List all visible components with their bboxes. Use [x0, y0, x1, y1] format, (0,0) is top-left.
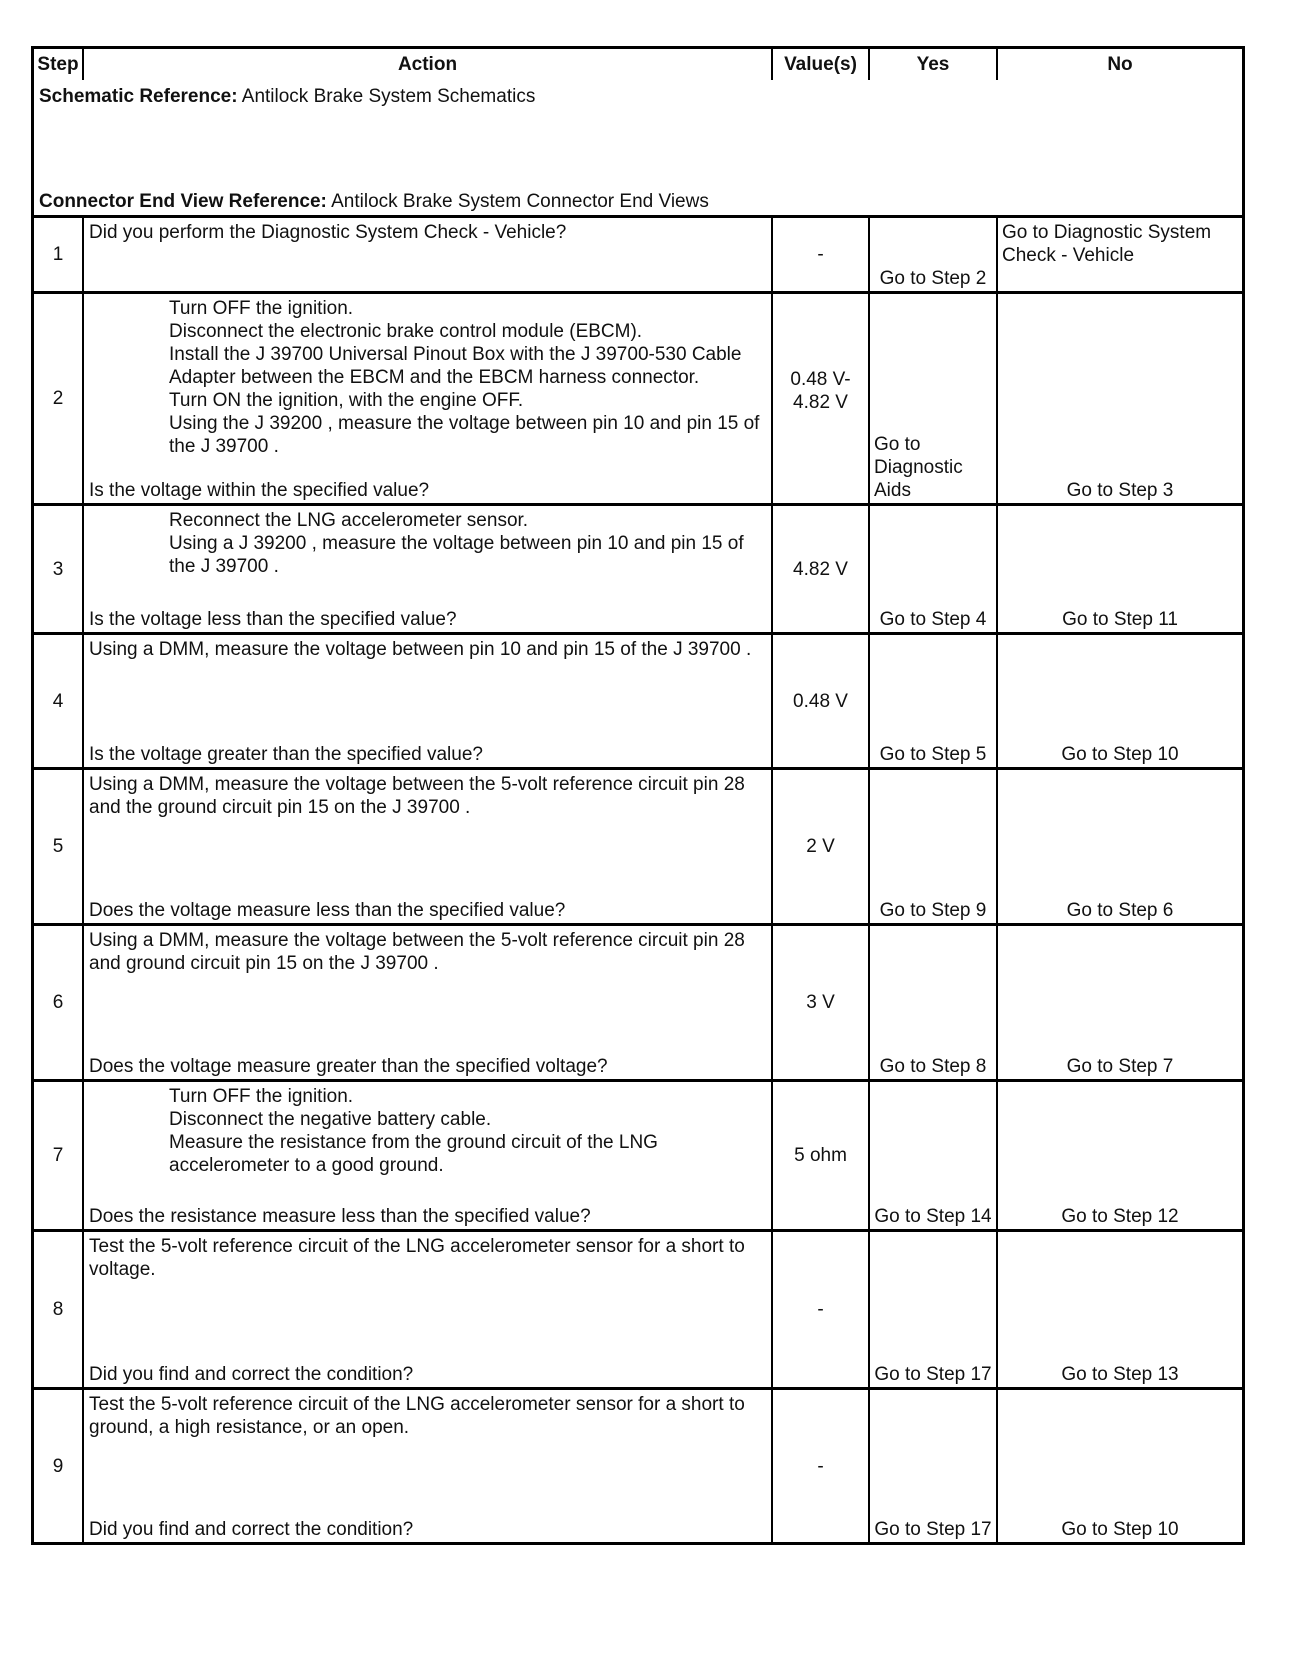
connector-reference-label: Connector End View Reference:: [39, 191, 327, 212]
step-number: 7: [34, 1082, 84, 1232]
action-line: Test the 5-volt reference circuit of the LNG accelerometer sensor for a short to: [89, 1236, 745, 1257]
action-content: [84, 294, 771, 503]
yes-link[interactable]: Go to Step 9: [879, 900, 987, 921]
yes-cell: [870, 1082, 998, 1232]
instruction-line: Disconnect the negative battery cable.: [169, 1109, 492, 1130]
step-row: [34, 1232, 1242, 1390]
no-link[interactable]: Go to Step 11: [1062, 609, 1178, 630]
action-question: Did you find and correct the condition?: [89, 1364, 414, 1385]
step-row: [34, 926, 1242, 1082]
action-cell: [84, 218, 773, 294]
reference-cell: [34, 80, 1242, 218]
step-row: [34, 635, 1242, 770]
value-cell: [773, 770, 870, 926]
action-question: Is the voltage within the specified value?: [89, 480, 430, 501]
step-number: 8: [34, 1232, 84, 1390]
no-cell: [998, 635, 1242, 770]
no-content: [998, 506, 1242, 632]
step-row: [34, 1390, 1242, 1542]
value-text: 5 ohm: [794, 1145, 847, 1166]
instruction-line: Turn ON the ignition, with the engine OFF.: [169, 390, 524, 411]
action-text: [84, 926, 771, 975]
instruction-line: Using the J 39200 , measure the voltage between pin 10 and pin 15 of: [169, 413, 760, 434]
instruction-line: Install the J 39700 Universal Pinout Box with the J 39700-530 Cable: [169, 344, 742, 365]
action-text: [84, 1390, 771, 1439]
action-line: Did you perform the Diagnostic System Check - Vehicle?: [89, 222, 567, 243]
yes-cell: [870, 1390, 998, 1542]
yes-link[interactable]: Go to Diagnostic Aids: [874, 434, 963, 501]
action-question: Did you find and correct the condition?: [89, 1519, 414, 1540]
action-content: [84, 218, 771, 291]
action-content: [84, 635, 771, 767]
action-content: [84, 506, 771, 632]
action-content: [84, 1390, 771, 1542]
header-step: Step: [34, 49, 84, 80]
instruction-line: Adapter between the EBCM and the EBCM harness connector.: [169, 367, 700, 388]
yes-link[interactable]: Go to Step 17: [874, 1364, 992, 1385]
value-text: 0.48 V: [793, 690, 848, 712]
action-content: [84, 770, 771, 923]
action-content: [84, 1082, 771, 1229]
no-link[interactable]: Go to Diagnostic System Check - Vehicle: [1002, 222, 1212, 266]
action-instructions: [84, 294, 771, 458]
instruction-line: Turn OFF the ignition.: [169, 298, 354, 319]
step-number: 3: [34, 506, 84, 635]
yes-content: [870, 294, 996, 503]
yes-link[interactable]: Go to Step 14: [874, 1206, 992, 1227]
value-cell: [773, 294, 870, 506]
instruction-line: the J 39700 .: [169, 556, 279, 577]
action-instructions: [84, 506, 771, 578]
yes-cell: [870, 770, 998, 926]
yes-cell: [870, 635, 998, 770]
no-link[interactable]: Go to Step 10: [1061, 1519, 1179, 1540]
yes-cell: [870, 218, 998, 294]
value-cell: [773, 1232, 870, 1390]
value-text: -: [817, 1299, 824, 1320]
yes-link[interactable]: Go to Step 5: [879, 744, 987, 765]
instruction-line: Reconnect the LNG accelerometer sensor.: [169, 510, 529, 531]
instruction-line: Disconnect the electronic brake control module (EBCM).: [169, 321, 643, 342]
action-instructions: [84, 1082, 771, 1177]
instruction-line: Turn OFF the ignition.: [169, 1086, 354, 1107]
yes-content: [870, 1232, 996, 1387]
yes-content: [870, 506, 996, 632]
no-link[interactable]: Go to Step 3: [1066, 480, 1174, 501]
action-cell: [84, 770, 773, 926]
no-content: [998, 926, 1242, 1079]
no-cell: [998, 926, 1242, 1082]
action-text: [84, 1232, 771, 1281]
no-link[interactable]: Go to Step 6: [1066, 900, 1174, 921]
no-cell: [998, 294, 1242, 506]
yes-content: [870, 770, 996, 923]
yes-link[interactable]: Go to Step 2: [879, 268, 987, 289]
no-link[interactable]: Go to Step 13: [1061, 1364, 1179, 1385]
step-row: [34, 294, 1242, 506]
action-line: ground, a high resistance, or an open.: [89, 1417, 410, 1438]
reference-row: [34, 80, 1242, 218]
yes-link[interactable]: Go to Step 8: [879, 1056, 987, 1077]
no-cell: [998, 1390, 1242, 1542]
yes-link[interactable]: Go to Step 17: [874, 1519, 992, 1540]
diagnostic-table: [31, 46, 1245, 1545]
value-text: -: [817, 244, 824, 265]
no-link[interactable]: Go to Step 7: [1066, 1056, 1174, 1077]
action-text: [84, 770, 771, 819]
no-content: [998, 1082, 1242, 1229]
action-cell: [84, 1082, 773, 1232]
no-cell: [998, 1232, 1242, 1390]
value-cell: [773, 218, 870, 294]
step-row: [34, 1082, 1242, 1232]
action-question: Is the voltage greater than the specified value?: [89, 744, 483, 765]
action-text: [84, 218, 771, 244]
yes-cell: [870, 926, 998, 1082]
yes-link[interactable]: Go to Step 4: [879, 609, 987, 630]
step-number: 5: [34, 770, 84, 926]
instruction-line: the J 39700 .: [169, 436, 279, 457]
action-question: Does the voltage measure less than the specified value?: [89, 900, 566, 921]
step-number: 2: [34, 294, 84, 506]
no-content: [998, 1390, 1242, 1542]
step-row: [34, 770, 1242, 926]
action-cell: [84, 926, 773, 1082]
step-number: 9: [34, 1390, 84, 1542]
action-question: Does the resistance measure less than the specified value?: [89, 1206, 591, 1227]
yes-cell: [870, 506, 998, 635]
value-cell: [773, 1390, 870, 1542]
value-text: 4.82 V: [793, 558, 848, 580]
action-line: Test the 5-volt reference circuit of the LNG accelerometer sensor for a short to: [89, 1394, 745, 1415]
action-line: and the ground circuit pin 15 on the J 39700 .: [89, 797, 471, 818]
instruction-line: Measure the resistance from the ground circuit of the LNG: [169, 1132, 658, 1153]
value-cell: [773, 1082, 870, 1232]
no-content: [998, 1232, 1242, 1387]
connector-reference-value: Antilock Brake System Connector End Views: [326, 191, 709, 212]
step-row: [34, 218, 1242, 294]
step-number: 6: [34, 926, 84, 1082]
instruction-line: Using a J 39200 , measure the voltage between pin 10 and pin 15 of: [169, 533, 744, 554]
action-line: Using a DMM, measure the voltage between the 5-volt reference circuit pin 28: [89, 930, 745, 951]
no-content: [998, 770, 1242, 923]
value-text: -: [817, 1455, 824, 1477]
schematic-reference-label: Schematic Reference:: [39, 86, 238, 107]
no-content: [998, 294, 1242, 503]
step-row: [34, 506, 1242, 635]
schematic-reference-value: Antilock Brake System Schematics: [237, 86, 536, 107]
action-cell: [84, 1232, 773, 1390]
action-cell: [84, 635, 773, 770]
value-cell: [773, 506, 870, 635]
yes-content: [870, 1082, 996, 1229]
no-cell: [998, 218, 1242, 294]
header-row: [34, 49, 1242, 80]
no-content: [998, 218, 1242, 291]
action-text: [84, 635, 771, 661]
action-line: voltage.: [89, 1259, 156, 1280]
yes-cell: [870, 294, 998, 506]
yes-content: [870, 218, 996, 291]
action-cell: [84, 506, 773, 635]
value-text: 2 V: [806, 836, 835, 857]
no-link[interactable]: Go to Step 10: [1061, 744, 1179, 765]
action-cell: [84, 1390, 773, 1542]
yes-content: [870, 1390, 996, 1542]
action-cell: [84, 294, 773, 506]
yes-content: [870, 635, 996, 767]
header-values: Value(s): [773, 49, 870, 80]
action-question: Is the voltage less than the specified value?: [89, 609, 457, 630]
action-question: Does the voltage measure greater than the specified voltage?: [89, 1056, 608, 1077]
no-link[interactable]: Go to Step 12: [1061, 1206, 1179, 1227]
value-text: 0.48 V- 4.82 V: [790, 368, 851, 413]
action-content: [84, 926, 771, 1079]
action-line: and ground circuit pin 15 on the J 39700 .: [89, 953, 439, 974]
header-no: No: [1107, 54, 1133, 75]
step-number: 4: [34, 635, 84, 770]
value-cell: [773, 926, 870, 1082]
value-cell: [773, 635, 870, 770]
instruction-line: accelerometer to a good ground.: [169, 1155, 444, 1176]
no-cell: [998, 1082, 1242, 1232]
no-cell: [998, 770, 1242, 926]
schematic-reference: [39, 85, 535, 108]
value-text: 3 V: [806, 992, 835, 1013]
no-content: [998, 635, 1242, 767]
action-line: Using a DMM, measure the voltage between the 5-volt reference circuit pin 28: [89, 774, 745, 795]
action-line: Using a DMM, measure the voltage between pin 10 and pin 15 of the J 39700 .: [89, 639, 752, 660]
connector-reference: [39, 190, 709, 213]
header-action: Action: [84, 49, 773, 80]
header-yes: Yes: [870, 49, 998, 80]
no-cell: [998, 506, 1242, 635]
step-number: 1: [34, 218, 84, 294]
yes-content: [870, 926, 996, 1079]
action-content: [84, 1232, 771, 1387]
yes-cell: [870, 1232, 998, 1390]
